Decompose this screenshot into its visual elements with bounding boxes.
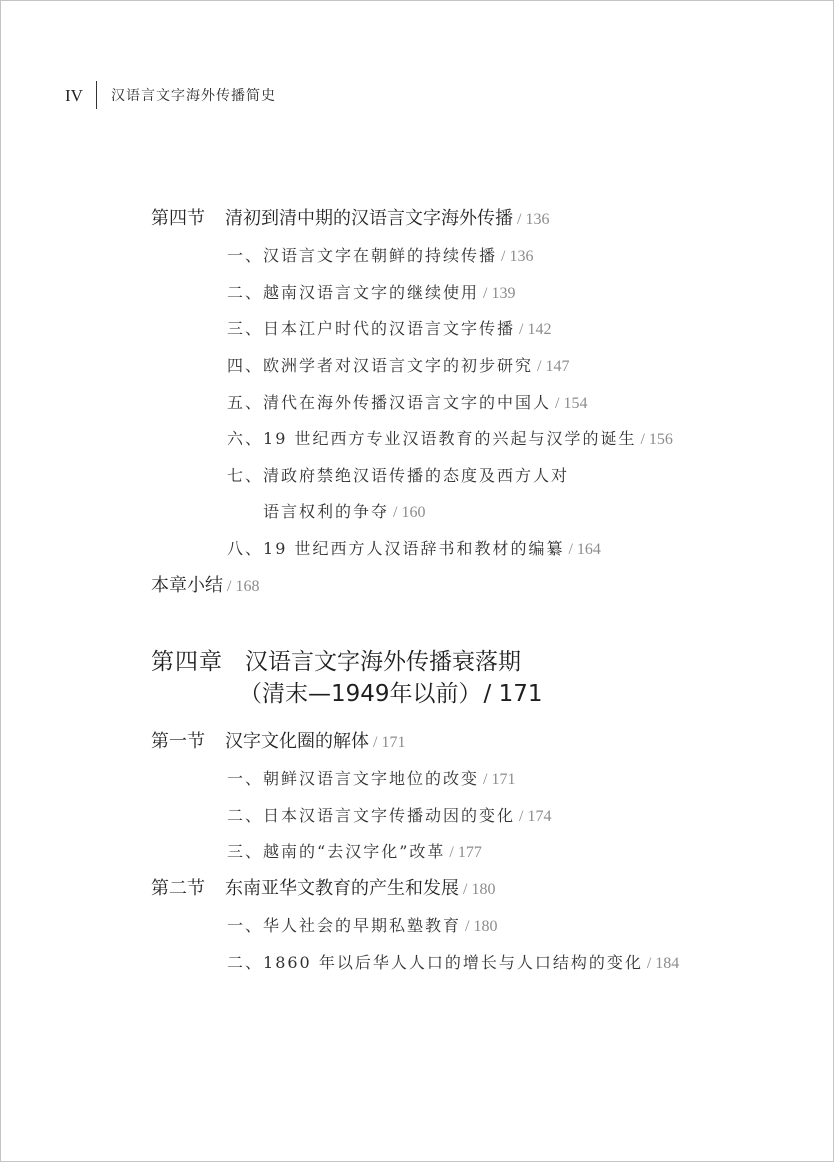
item-number: 一、	[227, 246, 264, 265]
item-number: 二、	[227, 283, 264, 302]
page-number: / 139	[483, 285, 516, 302]
item-title: 日本汉语言文字传播动因的变化	[263, 806, 516, 825]
page-number: / 164	[568, 541, 601, 558]
item-title: 日本江户时代的汉语言文字传播	[263, 319, 516, 338]
page-folio: IV	[65, 86, 83, 105]
toc-item	[227, 767, 515, 791]
item-number: 三、	[227, 842, 264, 861]
section-label: 第一节	[151, 731, 205, 752]
toc-item	[227, 281, 515, 305]
item-number: 三、	[227, 319, 264, 338]
page-number: / 180	[465, 918, 498, 935]
chapter-title: 汉语言文字海外传播衰落期	[245, 649, 521, 675]
toc-item	[227, 951, 679, 975]
item-title: 清代在海外传播汉语言文字的中国人	[263, 393, 552, 412]
item-title: 朝鲜汉语言文字地位的改变	[263, 769, 480, 788]
chapter-page-number: / 171	[483, 681, 543, 707]
section-title: 东南亚华文教育的产生和发展	[225, 878, 459, 899]
page-number: / 168	[227, 578, 260, 595]
chapter-subtitle: （清末—1949年以前）	[239, 681, 482, 707]
item-title: 汉语言文字在朝鲜的持续传播	[263, 246, 498, 265]
summary-title: 本章小结	[151, 575, 223, 596]
page-number: / 174	[519, 808, 552, 825]
toc-item	[227, 354, 569, 378]
toc-item	[227, 840, 482, 864]
toc-item	[227, 244, 533, 268]
item-number: 五、	[227, 393, 264, 412]
toc-item	[227, 317, 551, 341]
chapter-label: 第四章	[151, 649, 223, 675]
item-number: 八、	[227, 539, 264, 558]
item-title: 华人社会的早期私塾教育	[263, 916, 462, 935]
page-number: / 156	[640, 431, 673, 448]
toc-item	[227, 427, 673, 451]
section-title: 汉字文化圈的解体	[225, 731, 369, 752]
item-title: 19 世纪西方人汉语辞书和教材的编纂	[263, 539, 565, 558]
item-title: 越南的“去汉字化”改革	[263, 842, 446, 861]
section-title: 清初到清中期的汉语言文字海外传播	[225, 208, 513, 229]
toc-item	[227, 537, 601, 561]
page-number: / 171	[483, 771, 516, 788]
item-title: 清政府禁绝汉语传播的态度及西方人对	[263, 466, 570, 485]
chapter-subtitle-line	[239, 678, 543, 710]
toc-item	[227, 391, 587, 415]
toc-item-continuation	[263, 500, 425, 524]
page-number: / 160	[393, 504, 426, 521]
page-number: / 136	[501, 248, 534, 265]
item-number: 七、	[227, 466, 264, 485]
page-number: / 147	[537, 358, 570, 375]
section-label: 第二节	[151, 878, 205, 899]
item-title: 越南汉语言文字的继续使用	[263, 283, 480, 302]
page-number: / 154	[555, 395, 588, 412]
item-number: 二、	[227, 806, 264, 825]
item-number: 六、	[227, 429, 264, 448]
toc-item	[227, 464, 569, 488]
chapter-heading	[151, 646, 521, 678]
item-number: 一、	[227, 769, 264, 788]
page-number: / 180	[463, 881, 496, 898]
toc-item	[227, 914, 497, 938]
toc-section-1	[151, 730, 405, 754]
toc-item	[227, 804, 551, 828]
item-number: 一、	[227, 916, 264, 935]
item-title: 欧洲学者对汉语言文字的初步研究	[263, 356, 534, 375]
toc-section-4	[151, 207, 549, 231]
page-number: / 136	[517, 211, 550, 228]
item-title: 1860 年以后华人人口的增长与人口结构的变化	[263, 953, 643, 972]
item-title: 语言权利的争夺	[263, 502, 390, 521]
page-number: / 177	[449, 844, 482, 861]
running-title: 汉语言文字海外传播简史	[111, 88, 276, 104]
page-number: / 184	[646, 955, 680, 972]
toc-chapter-summary	[151, 574, 259, 598]
page-number: / 171	[373, 734, 406, 751]
item-title: 19 世纪西方专业汉语教育的兴起与汉学的诞生	[263, 429, 637, 448]
item-number: 二、	[227, 953, 264, 972]
section-label: 第四节	[151, 208, 205, 229]
item-number: 四、	[227, 356, 264, 375]
toc-section-2	[151, 877, 495, 901]
header-divider	[96, 81, 97, 109]
page-number: / 142	[519, 321, 552, 338]
